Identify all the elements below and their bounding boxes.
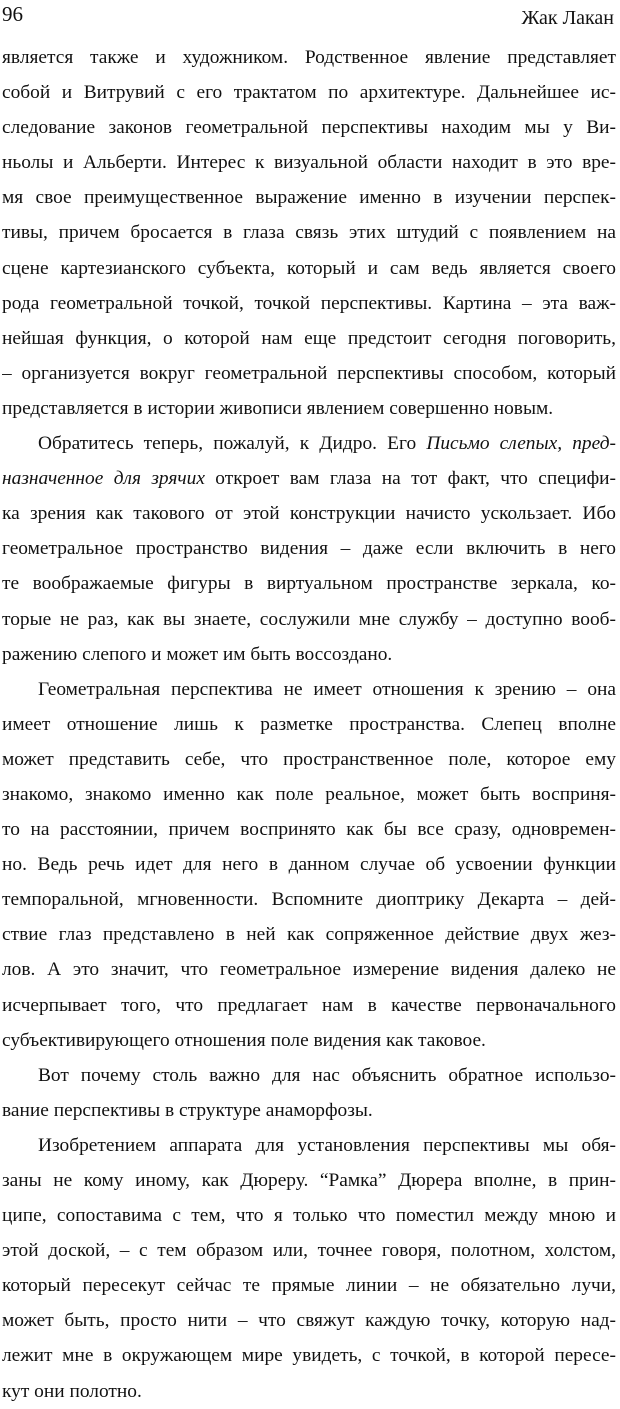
text-line: имеет отношение лишь к разметке пространства. Слепец вполне bbox=[2, 713, 616, 735]
text-line: Изобретением аппарата для установления перспективы мы обя- bbox=[38, 1134, 616, 1156]
text-run: Обратитесь теперь, пожалуй, к Дидро. Его bbox=[38, 433, 427, 455]
text-line: ципе, сопоставима с тем, что я только что поместил между мною и bbox=[2, 1205, 616, 1227]
text-line: то на расстоянии, причем воспринято как бы все сразу, одновремен- bbox=[2, 819, 616, 841]
text-line: нейшая функция, о которой нам еще предстоит сегодня поговорить, bbox=[2, 327, 616, 349]
text-line: исчерпывает того, что предлагает нам в качестве первоначального bbox=[2, 994, 616, 1016]
text-line: является также и художником. Родственное явление представляет bbox=[2, 47, 616, 68]
text-line: сцене картезианского субъекта, который и сам ведь является своего bbox=[2, 257, 616, 279]
text-line: Вот почему столь важно для нас объяснить обратное использо- bbox=[38, 1064, 616, 1086]
text-line: вание перспективы в структуре анаморфозы. bbox=[2, 1099, 373, 1121]
running-title: Жак Лакан bbox=[521, 7, 614, 29]
text-line: Геометральная перспектива не имеет отношения к зрению – она bbox=[38, 678, 616, 700]
paragraph-4 bbox=[2, 1058, 616, 1128]
text-line: ка зрения как такового от этой конструкции начисто ускользает. Ибо bbox=[2, 503, 616, 525]
text-line: лов. А это значит, что геометральное измерение видения далеко не bbox=[2, 959, 616, 981]
paragraph-3 bbox=[2, 672, 616, 1058]
text-run: откроет вам глаза на тот факт, что специфи- bbox=[204, 468, 616, 490]
text-line: лежит мне в окружающем мире увидеть, с точкой, в которой пересе- bbox=[2, 1345, 616, 1367]
book-title-italic: Письмо слепых, пред- bbox=[426, 433, 616, 455]
text-line: те воображаемые фигуры в виртуальном пространстве зеркала, ко- bbox=[2, 573, 616, 595]
paragraph-1 bbox=[2, 40, 616, 426]
text-line bbox=[2, 461, 616, 496]
text-line: тивы, причем бросается в глаза связь этих штудий с появлением на bbox=[2, 222, 616, 244]
text-line: мя свое преимущественное выражение именно в изучении перспек- bbox=[2, 187, 616, 209]
text-line: ньолы и Альберти. Интерес к визуальной области находит в это вре- bbox=[2, 152, 616, 174]
text-line: который пересекут сейчас те прямые линии – не обязательно лучи, bbox=[2, 1275, 616, 1297]
text-line: следование законов геометральной перспективы находим мы у Ви- bbox=[2, 117, 616, 139]
text-line: заны не кому иному, как Дюреру. “Рамка” Дюрера вполне, в прин- bbox=[2, 1170, 616, 1191]
text-line: темпоральной, мгновенности. Вспомните диоптрику Декарта – дей- bbox=[2, 889, 616, 911]
book-title-italic: назначенное для зрячих bbox=[2, 468, 205, 490]
page-number: 96 bbox=[2, 2, 23, 26]
text-line: ражению слепого и может им быть воссоздано. bbox=[2, 643, 393, 665]
text-line: – организуется вокруг геометральной перспективы способом, который bbox=[2, 362, 616, 384]
text-line: представляется в истории живописи явлением совершенно новым. bbox=[2, 397, 554, 419]
paragraph-5 bbox=[2, 1128, 616, 1409]
text-line: собой и Витрувий с его трактатом по архитектуре. Дальнейшее ис- bbox=[2, 82, 616, 104]
text-line: субъективирующего отношения поле видения как таковое. bbox=[2, 1029, 486, 1051]
body-text bbox=[2, 40, 616, 1409]
text-line: знакомо, знакомо именно как поле реальное, может быть восприня- bbox=[2, 783, 616, 805]
text-line: этой доской, – с тем образом или, точнее говоря, полотном, холстом, bbox=[2, 1240, 616, 1262]
text-line: но. Ведь речь идет для него в данном случае об усвоении функции bbox=[2, 854, 616, 876]
text-line: ствие глаз представлено в ней как сопряженное действие двух жез- bbox=[2, 924, 616, 946]
text-line: кут они полотно. bbox=[2, 1380, 142, 1402]
text-line bbox=[2, 426, 616, 461]
text-line: торые не раз, как вы знаете, сослужили мне службу – доступно вооб- bbox=[2, 608, 616, 630]
text-line: рода геометральной точкой, точкой перспективы. Картина – эта важ- bbox=[2, 292, 616, 314]
text-line: может представить себе, что пространственное поле, которое ему bbox=[2, 748, 616, 770]
text-line: геометральное пространство видения – даже если включить в него bbox=[2, 538, 616, 560]
paragraph-2 bbox=[2, 426, 616, 672]
text-line: может быть, просто нити – что свяжут каждую точку, которую над- bbox=[2, 1310, 616, 1332]
